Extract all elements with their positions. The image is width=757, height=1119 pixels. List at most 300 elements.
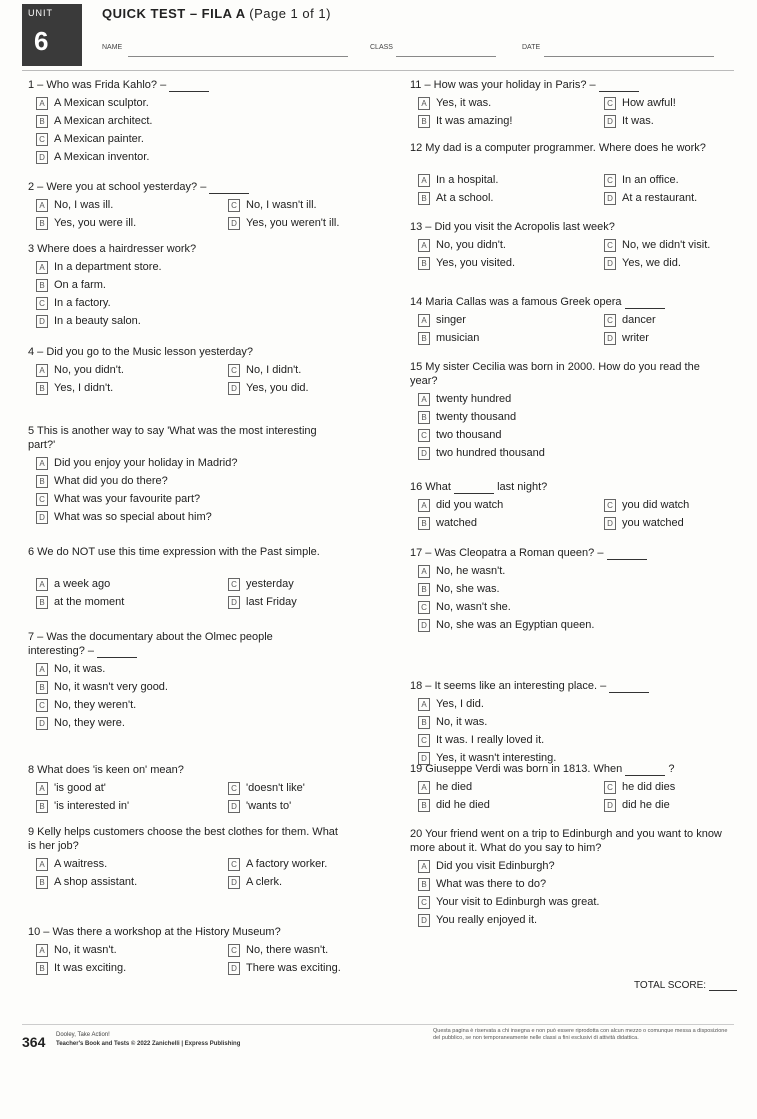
right-option-1-b[interactable] xyxy=(418,114,512,128)
option-letter-a: A xyxy=(36,199,48,212)
option-text: last Friday xyxy=(246,596,297,608)
option-text: he did dies xyxy=(622,781,676,793)
option-letter-b: B xyxy=(36,115,48,128)
left-option-1-c[interactable] xyxy=(36,132,144,146)
right-option-1-d[interactable] xyxy=(604,114,654,128)
right-question-10 xyxy=(410,827,730,855)
unit-number: 6 xyxy=(34,26,49,56)
option-letter-c: C xyxy=(228,944,240,957)
option-letter-d: D xyxy=(604,192,616,205)
right-option-8-b[interactable] xyxy=(418,715,487,729)
right-option-4-b[interactable] xyxy=(418,331,479,345)
option-letter-c: C xyxy=(604,174,616,187)
option-text: No, it wasn't. xyxy=(54,944,117,956)
right-option-7-a[interactable] xyxy=(418,564,505,578)
option-text: Yes, you weren't ill. xyxy=(246,217,340,229)
left-option-5-a[interactable] xyxy=(36,456,237,470)
option-text: It was. xyxy=(622,115,654,127)
option-text: A Mexican sculptor. xyxy=(54,97,149,109)
right-question-text-end: last night? xyxy=(497,481,548,493)
right-option-6-d[interactable] xyxy=(604,516,684,530)
right-option-9-d[interactable] xyxy=(604,798,670,812)
left-option-1-b[interactable] xyxy=(36,114,152,128)
right-option-10-c[interactable] xyxy=(418,895,599,909)
option-letter-a: A xyxy=(36,578,48,591)
option-letter-c: C xyxy=(228,782,240,795)
option-text: No, it was. xyxy=(436,716,488,728)
right-question-text: 19 Giuseppe Verdi was born in 1813. When xyxy=(410,763,623,775)
option-letter-d: D xyxy=(418,447,430,460)
option-text: No, there wasn't. xyxy=(246,944,329,956)
option-text: Yes, we did. xyxy=(622,257,681,269)
option-text: At a restaurant. xyxy=(622,192,698,204)
option-letter-d: D xyxy=(604,332,616,345)
footer-copyright: Teacher's Book and Tests © 2022 Zanichelli | Express Publishing xyxy=(56,1041,241,1047)
option-text: musician xyxy=(436,332,480,344)
footer-note: Questa pagina è riservata a chi insegna e non può essere riprodotta con alcun mezzo o comunque messa a disposizione del pubblico, se non temporaneamente nelle classi a fini esclusivi di attività didattica. xyxy=(433,1028,728,1041)
left-option-10-a[interactable] xyxy=(36,943,117,957)
name-label: NAME xyxy=(102,44,123,51)
option-letter-b: B xyxy=(36,217,48,230)
option-text: 'is interested in' xyxy=(54,800,130,812)
option-text: you did watch xyxy=(622,499,690,511)
left-question-3 xyxy=(28,242,328,256)
option-letter-a: A xyxy=(36,858,48,871)
answer-blank[interactable] xyxy=(599,81,639,92)
option-letter-b: B xyxy=(418,332,430,345)
option-text: No, you didn't. xyxy=(54,364,124,376)
right-option-1-c[interactable] xyxy=(604,96,676,110)
option-letter-d: D xyxy=(228,382,240,395)
option-letter-b: B xyxy=(418,517,430,530)
left-option-7-d[interactable] xyxy=(36,716,125,730)
right-option-6-c[interactable] xyxy=(604,498,689,512)
option-text: you watched xyxy=(622,517,684,529)
option-text: 'is good at' xyxy=(54,782,106,794)
right-option-1-a[interactable] xyxy=(418,96,491,110)
left-option-7-c[interactable] xyxy=(36,698,136,712)
class-label: CLASS xyxy=(370,44,393,51)
option-text: No, I didn't. xyxy=(246,364,302,376)
option-text: At a school. xyxy=(436,192,494,204)
option-letter-c: C xyxy=(228,578,240,591)
option-letter-a: A xyxy=(36,782,48,795)
option-letter-b: B xyxy=(36,596,48,609)
right-question-text: 12 My dad is a computer programmer. Where does he work? xyxy=(410,142,706,154)
option-letter-b: B xyxy=(36,681,48,694)
option-text: No, they weren't. xyxy=(54,699,137,711)
option-text: Yes, I did. xyxy=(436,698,484,710)
right-question-text: 13 – Did you visit the Acropolis last week? xyxy=(410,221,615,233)
option-text: In a beauty salon. xyxy=(54,315,141,327)
option-text: singer xyxy=(436,314,466,326)
option-text: dancer xyxy=(622,314,656,326)
right-option-4-d[interactable] xyxy=(604,331,649,345)
option-letter-c: C xyxy=(418,734,430,747)
left-question-text: 10 – Was there a workshop at the History Museum? xyxy=(28,926,281,938)
right-question-7 xyxy=(410,546,710,560)
option-letter-d: D xyxy=(36,511,48,524)
left-option-4-a[interactable] xyxy=(36,363,124,377)
option-letter-b: B xyxy=(36,876,48,889)
right-question-text: 15 My sister Cecilia was born in 2000. How do you read the year? xyxy=(410,361,700,387)
option-letter-a: A xyxy=(36,261,48,274)
left-option-3-c[interactable] xyxy=(36,296,111,310)
option-text: No, I wasn't ill. xyxy=(246,199,317,211)
left-option-3-b[interactable] xyxy=(36,278,106,292)
option-text: Did you enjoy your holiday in Madrid? xyxy=(54,457,238,469)
option-text: did you watch xyxy=(436,499,504,511)
option-text: A clerk. xyxy=(246,876,283,888)
unit-badge xyxy=(22,4,82,66)
option-letter-c: C xyxy=(604,97,616,110)
option-letter-a: A xyxy=(418,393,430,406)
left-option-10-b[interactable] xyxy=(36,961,126,975)
option-letter-b: B xyxy=(418,716,430,729)
option-text: On a farm. xyxy=(54,279,106,291)
option-letter-c: C xyxy=(228,199,240,212)
left-option-6-a[interactable] xyxy=(36,577,110,591)
option-letter-a: A xyxy=(36,97,48,110)
right-option-2-d[interactable] xyxy=(604,191,697,205)
left-option-4-d[interactable] xyxy=(228,381,309,395)
option-text: Yes, you were ill. xyxy=(54,217,137,229)
total-blank[interactable] xyxy=(709,980,737,991)
footer-divider xyxy=(22,1024,734,1025)
option-letter-b: B xyxy=(418,799,430,812)
right-question-1 xyxy=(410,78,710,92)
left-question-text: 4 – Did you go to the Music lesson yesterday? xyxy=(28,346,254,358)
option-text: In a factory. xyxy=(54,297,111,309)
option-text: What was there to do? xyxy=(436,878,547,890)
option-text: 'doesn't like' xyxy=(246,782,305,794)
left-question-text: 1 – Who was Frida Kahlo? – xyxy=(28,79,167,91)
left-option-2-b[interactable] xyxy=(36,216,136,230)
left-question-text: 3 Where does a hairdresser work? xyxy=(28,243,197,255)
left-option-2-c[interactable] xyxy=(228,198,317,212)
option-text: writer xyxy=(622,332,649,344)
option-text: A waitress. xyxy=(54,858,108,870)
right-option-2-b[interactable] xyxy=(418,191,493,205)
option-letter-d: D xyxy=(228,596,240,609)
name-line[interactable] xyxy=(128,56,348,57)
option-text: 'wants to' xyxy=(246,800,292,812)
right-option-5-b[interactable] xyxy=(418,410,516,424)
option-letter-d: D xyxy=(418,619,430,632)
right-question-text: 17 – Was Cleopatra a Roman queen? – xyxy=(410,547,604,559)
left-option-9-a[interactable] xyxy=(36,857,107,871)
right-option-9-b[interactable] xyxy=(418,798,490,812)
option-text: In a hospital. xyxy=(436,174,499,186)
left-option-6-d[interactable] xyxy=(228,595,297,609)
left-option-5-c[interactable] xyxy=(36,492,200,506)
left-question-text: 8 What does 'is keen on' mean? xyxy=(28,764,184,776)
left-option-9-b[interactable] xyxy=(36,875,137,889)
left-question-2 xyxy=(28,180,328,194)
option-letter-b: B xyxy=(418,583,430,596)
left-option-7-a[interactable] xyxy=(36,662,105,676)
option-letter-b: B xyxy=(418,115,430,128)
answer-blank[interactable] xyxy=(607,549,647,560)
left-option-4-c[interactable] xyxy=(228,363,301,377)
left-option-8-b[interactable] xyxy=(36,799,129,813)
option-text: You really enjoyed it. xyxy=(436,914,538,926)
right-question-text-end: ? xyxy=(668,763,675,775)
right-option-10-a[interactable] xyxy=(418,859,555,873)
option-letter-d: D xyxy=(604,799,616,812)
page-number: 364 xyxy=(22,1034,46,1050)
divider xyxy=(22,70,734,71)
option-letter-c: C xyxy=(604,239,616,252)
unit-label: UNIT xyxy=(28,8,53,18)
option-text: It was exciting. xyxy=(54,962,127,974)
option-text: In an office. xyxy=(622,174,679,186)
option-text: What was your favourite part? xyxy=(54,493,201,505)
option-text: twenty hundred xyxy=(436,393,512,405)
option-letter-a: A xyxy=(418,314,430,327)
option-text: two thousand xyxy=(436,429,502,441)
right-option-5-a[interactable] xyxy=(418,392,511,406)
left-option-6-c[interactable] xyxy=(228,577,294,591)
right-option-7-c[interactable] xyxy=(418,600,511,614)
right-option-2-c[interactable] xyxy=(604,173,679,187)
left-option-5-b[interactable] xyxy=(36,474,168,488)
right-option-6-a[interactable] xyxy=(418,498,503,512)
option-letter-b: B xyxy=(418,257,430,270)
option-letter-b: B xyxy=(36,382,48,395)
left-question-5 xyxy=(28,424,328,452)
option-text: A factory worker. xyxy=(246,858,328,870)
option-text: No, it wasn't very good. xyxy=(54,681,168,693)
option-letter-d: D xyxy=(604,517,616,530)
option-letter-d: D xyxy=(418,914,430,927)
option-letter-b: B xyxy=(36,800,48,813)
option-text: No, I was ill. xyxy=(54,199,114,211)
right-question-9 xyxy=(410,762,710,776)
left-question-text: 6 We do NOT use this time expression with the Past simple. xyxy=(28,546,320,558)
option-letter-a: A xyxy=(418,565,430,578)
right-question-text: 11 – How was your holiday in Paris? – xyxy=(410,79,596,91)
option-text: did he died xyxy=(436,799,490,811)
right-option-8-c[interactable] xyxy=(418,733,544,747)
title-text: QUICK TEST – FILA A xyxy=(102,6,246,21)
date-line[interactable] xyxy=(544,56,714,57)
option-letter-a: A xyxy=(36,457,48,470)
option-letter-a: A xyxy=(418,239,430,252)
option-letter-d: D xyxy=(228,800,240,813)
option-text: No, they were. xyxy=(54,717,125,729)
option-letter-c: C xyxy=(36,699,48,712)
option-letter-d: D xyxy=(36,151,48,164)
option-letter-a: A xyxy=(418,97,430,110)
answer-blank[interactable] xyxy=(625,765,665,776)
answer-blank[interactable] xyxy=(609,682,649,693)
class-line[interactable] xyxy=(396,56,496,57)
right-option-4-c[interactable] xyxy=(604,313,656,327)
left-option-4-b[interactable] xyxy=(36,381,113,395)
option-letter-b: B xyxy=(36,475,48,488)
option-text: watched xyxy=(436,517,477,529)
left-question-text: 2 – Were you at school yesterday? – xyxy=(28,181,207,193)
left-option-8-c[interactable] xyxy=(228,781,305,795)
left-question-9 xyxy=(28,825,348,853)
option-letter-b: B xyxy=(36,962,48,975)
right-option-10-b[interactable] xyxy=(418,877,546,891)
left-option-9-d[interactable] xyxy=(228,875,282,889)
option-letter-d: D xyxy=(604,257,616,270)
left-option-8-a[interactable] xyxy=(36,781,106,795)
option-text: Did you visit Edinburgh? xyxy=(436,860,555,872)
option-letter-c: C xyxy=(228,858,240,871)
page-note: (Page 1 of 1) xyxy=(249,6,331,21)
option-text: How awful! xyxy=(622,97,676,109)
right-option-5-d[interactable] xyxy=(418,446,545,460)
date-label: DATE xyxy=(522,44,541,51)
right-option-9-a[interactable] xyxy=(418,780,472,794)
option-text: a week ago xyxy=(54,578,111,590)
answer-blank[interactable] xyxy=(454,483,494,494)
right-question-4 xyxy=(410,295,710,309)
right-question-3 xyxy=(410,220,710,234)
option-text: In a department store. xyxy=(54,261,162,273)
option-text: yesterday xyxy=(246,578,294,590)
option-text: Yes, you did. xyxy=(246,382,309,394)
right-option-4-a[interactable] xyxy=(418,313,466,327)
option-text: he died xyxy=(436,781,473,793)
answer-blank[interactable] xyxy=(97,647,137,658)
right-option-10-d[interactable] xyxy=(418,913,537,927)
right-option-3-d[interactable] xyxy=(604,256,681,270)
left-question-text: 9 Kelly helps customers choose the best clothes for them. What is her job? xyxy=(28,826,338,852)
option-letter-d: D xyxy=(36,717,48,730)
option-letter-a: A xyxy=(36,663,48,676)
left-option-9-c[interactable] xyxy=(228,857,327,871)
option-text: Yes, you visited. xyxy=(436,257,516,269)
left-question-4 xyxy=(28,345,328,359)
option-text: No, you didn't. xyxy=(436,239,506,251)
option-letter-d: D xyxy=(418,752,430,765)
option-text: No, we didn't visit. xyxy=(622,239,711,251)
option-letter-c: C xyxy=(418,429,430,442)
option-text: Your visit to Edinburgh was great. xyxy=(436,896,600,908)
total-score xyxy=(634,980,737,991)
left-option-3-d[interactable] xyxy=(36,314,141,328)
option-letter-b: B xyxy=(418,192,430,205)
left-option-5-d[interactable] xyxy=(36,510,212,524)
right-option-7-b[interactable] xyxy=(418,582,500,596)
option-text: No, it was. xyxy=(54,663,106,675)
right-question-8 xyxy=(410,679,710,693)
option-letter-c: C xyxy=(604,314,616,327)
option-text: A shop assistant. xyxy=(54,876,138,888)
left-option-10-c[interactable] xyxy=(228,943,328,957)
option-letter-b: B xyxy=(418,878,430,891)
footer-series: Dooley, Take Action! xyxy=(56,1032,110,1038)
left-option-2-a[interactable] xyxy=(36,198,113,212)
option-text: twenty thousand xyxy=(436,411,517,423)
left-question-7 xyxy=(28,630,328,658)
option-text: Yes, it wasn't interesting. xyxy=(436,752,557,764)
option-letter-c: C xyxy=(36,133,48,146)
option-text: A Mexican architect. xyxy=(54,115,153,127)
answer-blank[interactable] xyxy=(625,298,665,309)
option-text: Yes, I didn't. xyxy=(54,382,114,394)
left-option-6-b[interactable] xyxy=(36,595,124,609)
option-letter-c: C xyxy=(228,364,240,377)
option-text: No, she was an Egyptian queen. xyxy=(436,619,595,631)
option-text: two hundred thousand xyxy=(436,447,545,459)
right-option-3-a[interactable] xyxy=(418,238,506,252)
left-question-text: 5 This is another way to say 'What was the most interesting part?' xyxy=(28,425,317,451)
option-text: No, he wasn't. xyxy=(436,565,506,577)
option-letter-c: C xyxy=(418,896,430,909)
option-letter-a: A xyxy=(418,781,430,794)
right-option-7-d[interactable] xyxy=(418,618,594,632)
option-text: A Mexican inventor. xyxy=(54,151,150,163)
right-question-text: 14 Maria Callas was a famous Greek opera xyxy=(410,296,622,308)
left-option-1-a[interactable] xyxy=(36,96,149,110)
right-question-text: 20 Your friend went on a trip to Edinburgh and you want to know more about it. What do you say to him? xyxy=(410,828,722,854)
left-option-1-d[interactable] xyxy=(36,150,149,164)
option-letter-b: B xyxy=(36,279,48,292)
left-option-2-d[interactable] xyxy=(228,216,339,230)
right-option-6-b[interactable] xyxy=(418,516,477,530)
right-question-2 xyxy=(410,141,710,155)
option-text: No, wasn't she. xyxy=(436,601,511,613)
option-letter-b: B xyxy=(418,411,430,424)
option-text: It was amazing! xyxy=(436,115,513,127)
option-letter-c: C xyxy=(604,781,616,794)
left-option-7-b[interactable] xyxy=(36,680,168,694)
left-option-10-d[interactable] xyxy=(228,961,341,975)
right-option-3-b[interactable] xyxy=(418,256,515,270)
right-option-9-c[interactable] xyxy=(604,780,675,794)
right-question-5 xyxy=(410,360,720,388)
left-option-3-a[interactable] xyxy=(36,260,162,274)
answer-blank[interactable] xyxy=(209,183,249,194)
right-option-3-c[interactable] xyxy=(604,238,710,252)
option-text: What did you do there? xyxy=(54,475,168,487)
option-letter-a: A xyxy=(418,174,430,187)
option-letter-d: D xyxy=(228,217,240,230)
option-text: It was. I really loved it. xyxy=(436,734,545,746)
left-question-6 xyxy=(28,545,328,559)
page-title xyxy=(102,6,331,21)
option-text: at the moment xyxy=(54,596,125,608)
left-question-1 xyxy=(28,78,258,92)
left-option-8-d[interactable] xyxy=(228,799,291,813)
option-letter-a: A xyxy=(418,698,430,711)
right-option-5-c[interactable] xyxy=(418,428,501,442)
right-question-6 xyxy=(410,480,710,494)
option-text: did he die xyxy=(622,799,670,811)
option-letter-d: D xyxy=(36,315,48,328)
left-question-8 xyxy=(28,763,328,777)
right-question-text: 16 What xyxy=(410,481,451,493)
option-letter-c: C xyxy=(36,493,48,506)
option-letter-a: A xyxy=(418,499,430,512)
option-letter-c: C xyxy=(36,297,48,310)
option-text: No, she was. xyxy=(436,583,500,595)
option-letter-c: C xyxy=(604,499,616,512)
option-letter-d: D xyxy=(604,115,616,128)
answer-blank[interactable] xyxy=(169,81,209,92)
right-option-2-a[interactable] xyxy=(418,173,498,187)
option-letter-d: D xyxy=(228,876,240,889)
option-text: What was so special about him? xyxy=(54,511,212,523)
option-letter-a: A xyxy=(36,944,48,957)
right-option-8-a[interactable] xyxy=(418,697,484,711)
